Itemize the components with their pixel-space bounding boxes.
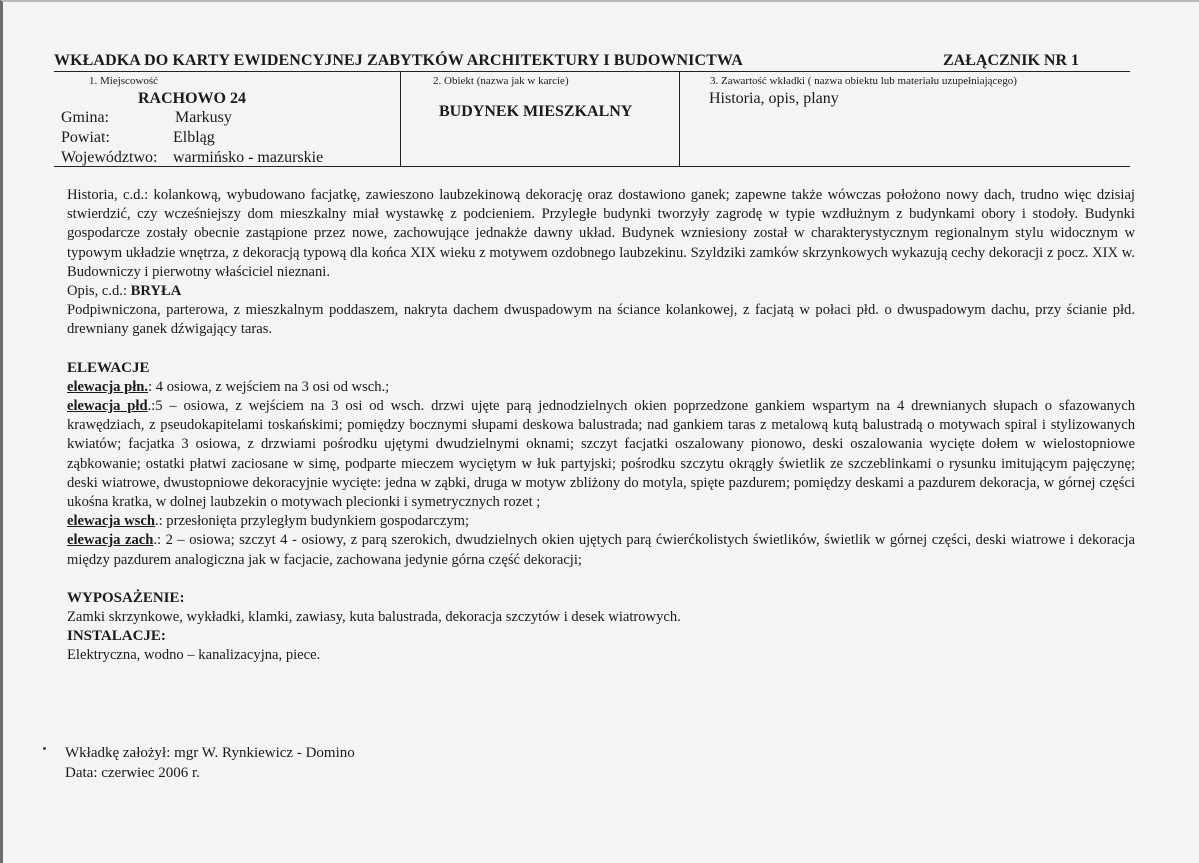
instalacje-heading: INSTALACJE: bbox=[67, 628, 166, 645]
instalacje-text: Elektryczna, wodno – kanalizacyjna, piece. bbox=[67, 647, 321, 664]
wojewodztwo-key: Województwo: bbox=[61, 149, 158, 166]
contents-value: Historia, opis, plany bbox=[709, 90, 839, 107]
box2-label: 2. Obiekt (nazwa jak w karcie) bbox=[433, 75, 569, 87]
elevation-west-label: elewacja zach bbox=[67, 532, 154, 549]
object-name: BUDYNEK MIESZKALNY bbox=[439, 103, 633, 120]
elevation-east-label: elewacja wsch bbox=[67, 513, 155, 530]
document-body bbox=[67, 186, 1135, 666]
description-heading-line bbox=[67, 282, 1135, 301]
box1-label: 1. Miejscowość bbox=[89, 75, 159, 87]
gmina-key: Gmina: bbox=[61, 109, 109, 126]
elewacje-heading: ELEWACJE bbox=[67, 359, 150, 376]
author-line: Wkładkę założył: mgr W. Rynkiewicz - Domino bbox=[65, 745, 355, 761]
header-rule bbox=[54, 71, 1130, 72]
elevation-north-label: elewacja płn. bbox=[67, 378, 149, 395]
bryla-heading: BRYŁA bbox=[130, 283, 182, 300]
elevation-east-text: .: przesłonięta przyległym budynkiem gospodarczym; bbox=[154, 513, 470, 530]
elevation-north-text: : 4 osiowa, z wejściem na 3 osi od wsch.; bbox=[148, 378, 390, 395]
elevation-north bbox=[67, 378, 1135, 397]
place-name: RACHOWO 24 bbox=[138, 90, 246, 107]
wyposazenie-text: Zamki skrzynkowe, wykładki, klamki, zawiasy, kuta balustrada, dekoracja szczytów i desek wiatrowych. bbox=[67, 609, 681, 626]
elevation-south-text: .:5 – osiowa, z wejściem na 3 osi od wsch. drzwi ujęte parą jednodzielnych okien poprzedzone gankiem wspartym na 4 drewnianych słupach o sfazowanych krawędziach, z pseudokapitelami toskańskimi; pomiędzy bocznymi słupami deskowa balustrada; nad gankiem taras z metalową kutą balustradą o motywach spiral i stylizowanych kwiatów; facjatka 3 osiowa, z drzwiami pośrodku ujętymi dwudzielnymi oknami; szczyt facjatki oszalowany pionowo, deski oszalowania wycięte dołem w wielostopniowe ząbkowanie; ostatki płatwi zaciosane w simę, podparte mieczem wyciętym w łuk partyjski; pośrodku szczytu okrągły świetlik ze szczeblinkami o rysunku imitującym pajęczynę; deski wiatrowe, dwustopniowe dekoracyjnie wycięte: jedna w ząbki, druga w motyw zbliżony do motyla, spięte pazdurem; pomiędzy deskami a pazdurem dekoracja, w górnej części ukośna kratka, w dolnej laubzekin o motywach plecionki i symetrycznych rozet ; bbox=[67, 398, 1135, 511]
bryla-paragraph: Podpiwniczona, parterowa, z mieszkalnym poddaszem, nakryta dachem dwuspadowym na ściance kolankowej, z facjatą w połaci płd. o dwuspadowym dachu, przy ścianie płd. drewniany ganek dźwigający taras. bbox=[67, 302, 1135, 338]
box3-label: 3. Zawartość wkładki ( nazwa obiektu lub materiału uzupełniającego) bbox=[710, 75, 1017, 87]
elevation-south-label: elewacja płd bbox=[67, 398, 148, 415]
elevation-east bbox=[67, 512, 1135, 531]
elevation-south bbox=[67, 397, 1135, 512]
powiat-key: Powiat: bbox=[61, 129, 110, 146]
elevation-west-text: .: 2 – osiowa; szczyt 4 - osiowy, z parą szerokich, dwudzielnych okien ujętych parą ćwierćkolistych świetlików, świetlik w górnej części, deski wiatrowe i dekoracja między pazdurem analogiczna jak w facjacie, zachowana jedynie górna część dekoracji; bbox=[67, 532, 1135, 568]
document-footer bbox=[65, 743, 355, 783]
date-line: Data: czerwiec 2006 r. bbox=[65, 765, 200, 781]
gmina-value: Markusy bbox=[175, 109, 232, 126]
document-title: WKŁADKA DO KARTY EWIDENCYJNEJ ZABYTKÓW ARCHITEKTURY I BUDOWNICTWA bbox=[54, 52, 743, 69]
box-divider-1 bbox=[400, 72, 401, 166]
description-prefix: Opis, c.d.: bbox=[67, 283, 131, 300]
scan-speck bbox=[43, 747, 46, 750]
wojewodztwo-value: warmińsko - mazurskie bbox=[173, 149, 324, 166]
box-divider-2 bbox=[679, 72, 680, 166]
wyposazenie-heading: WYPOSAŻENIE: bbox=[67, 589, 185, 606]
annex-label: ZAŁĄCZNIK NR 1 bbox=[943, 52, 1080, 69]
history-paragraph: Historia, c.d.: kolankową, wybudowano facjatkę, zawieszono laubzekinową dekorację oraz dostawiono ganek; zapewne także wówczas położono nowy dach, trudno więc dzisiaj stwierdzić, czy wcześniejszy dom mieszkalny miał wystawkę z podcieniem. Przyległe budynki tworzyły zagrodę w typie wzdłużnym z budynkami obory i stodoły. Budynki gospodarcze zostały obecnie zastąpione przez nowe, zachowujące jednakże dawny układ. Budynek wzniesiony został w charakterystycznym regionalnym stylu widocznym w typowym układzie wnętrza, z dekoracją typową dla końca XIX wieku z motywem ozdobnego laubzekinu. Szyldziki zamków skrzynkowych wykazują cechy dekoracji z pocz. XIX w. Budowniczy i pierwotny właściciel nieznani. bbox=[67, 187, 1135, 280]
powiat-value: Elbląg bbox=[173, 129, 215, 146]
elevation-west bbox=[67, 531, 1135, 569]
